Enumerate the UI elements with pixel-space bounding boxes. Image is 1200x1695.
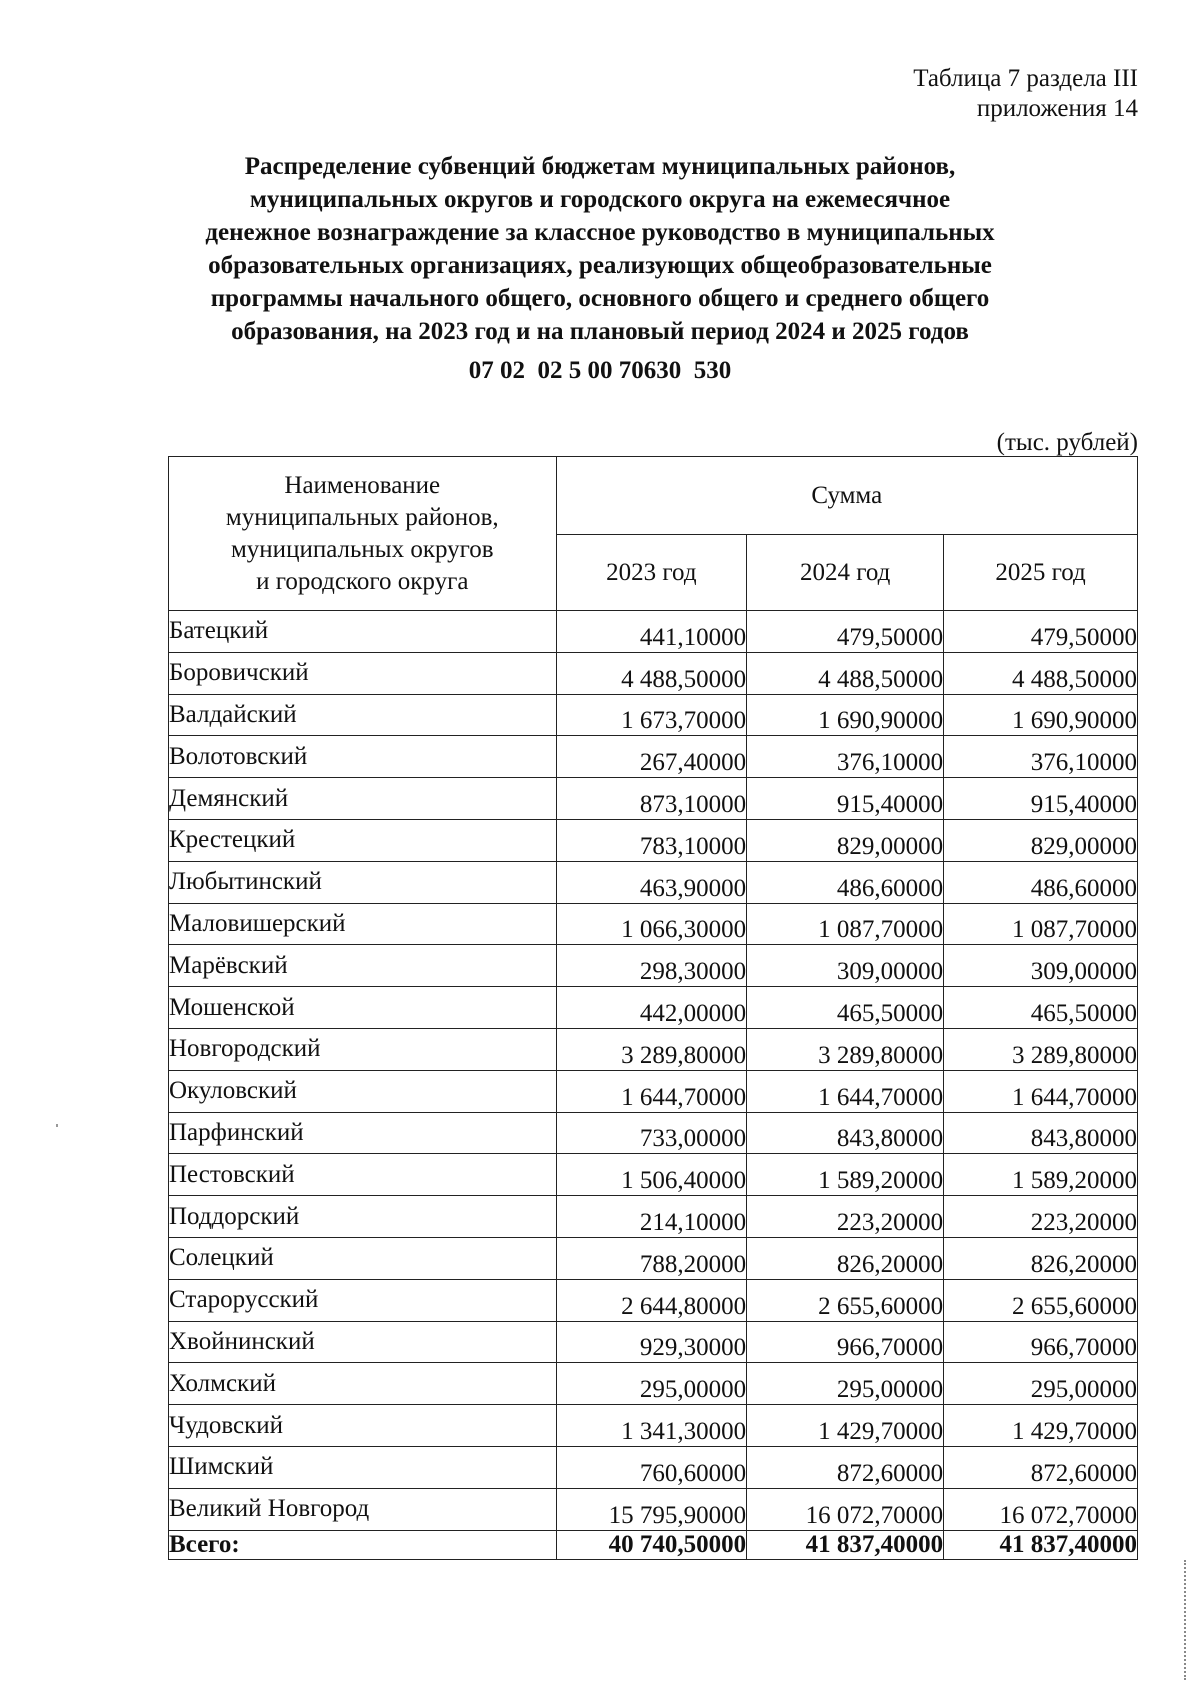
district-name-cell: Марёвский [169, 945, 557, 987]
total-label: Всего: [169, 1530, 557, 1559]
table-row [169, 1279, 1138, 1321]
total-2025: 41 837,40000 [944, 1530, 1138, 1559]
district-name-cell: Маловишерский [169, 903, 557, 945]
value-2024-cell: 1 690,90000 [747, 694, 944, 736]
header-year-2023: 2023 год [556, 535, 747, 611]
value-2023-cell: 2 644,80000 [556, 1279, 747, 1321]
title-line: муниципальных округов и городского округа на ежемесячное [249, 186, 951, 213]
value-2023-cell: 1 506,40000 [556, 1154, 747, 1196]
district-name-cell: Пестовский [169, 1154, 557, 1196]
district-name-cell: Шимский [169, 1446, 557, 1488]
value-2025-cell: 16 072,70000 [944, 1488, 1138, 1530]
value-2023-cell: 267,40000 [556, 736, 747, 778]
value-2025-cell: 966,70000 [944, 1321, 1138, 1363]
value-2025-cell: 309,00000 [944, 945, 1138, 987]
value-2023-cell: 783,10000 [556, 819, 747, 861]
scan-edge-mark [1184, 1560, 1188, 1680]
total-row [169, 1530, 1138, 1559]
value-2024-cell: 1 644,70000 [747, 1070, 944, 1112]
value-2023-cell: 788,20000 [556, 1237, 747, 1279]
table-reference-note [913, 64, 1138, 124]
value-2023-cell: 442,00000 [556, 987, 747, 1029]
value-2023-cell: 929,30000 [556, 1321, 747, 1363]
value-2025-cell: 1 429,70000 [944, 1405, 1138, 1447]
value-2025-cell: 376,10000 [944, 736, 1138, 778]
value-2024-cell: 465,50000 [747, 987, 944, 1029]
value-2023-cell: 463,90000 [556, 861, 747, 903]
value-2023-cell: 295,00000 [556, 1363, 747, 1405]
value-2023-cell: 298,30000 [556, 945, 747, 987]
value-2025-cell: 223,20000 [944, 1196, 1138, 1238]
value-2024-cell: 872,60000 [747, 1446, 944, 1488]
table-row [169, 819, 1138, 861]
district-name-cell: Парфинский [169, 1112, 557, 1154]
value-2024-cell: 479,50000 [747, 611, 944, 653]
district-name-cell: Окуловский [169, 1070, 557, 1112]
value-2025-cell: 2 655,60000 [944, 1279, 1138, 1321]
value-2025-cell: 826,20000 [944, 1237, 1138, 1279]
value-2023-cell: 733,00000 [556, 1112, 747, 1154]
value-2025-cell: 465,50000 [944, 987, 1138, 1029]
table-row [169, 1321, 1138, 1363]
value-2024-cell: 295,00000 [747, 1363, 944, 1405]
table-row [169, 1488, 1138, 1530]
value-2023-cell: 214,10000 [556, 1196, 747, 1238]
value-2024-cell: 2 655,60000 [747, 1279, 944, 1321]
units-note: (тыс. рублей) [996, 429, 1138, 456]
table-row [169, 1196, 1138, 1238]
district-name-cell: Батецкий [169, 611, 557, 653]
table-body [169, 611, 1138, 1531]
value-2024-cell: 3 289,80000 [747, 1028, 944, 1070]
table-row [169, 861, 1138, 903]
value-2023-cell: 15 795,90000 [556, 1488, 747, 1530]
table-row [169, 1028, 1138, 1070]
value-2024-cell: 966,70000 [747, 1321, 944, 1363]
table-row [169, 903, 1138, 945]
value-2025-cell: 829,00000 [944, 819, 1138, 861]
district-name-cell: Холмский [169, 1363, 557, 1405]
district-name-cell: Крестецкий [169, 819, 557, 861]
value-2025-cell: 872,60000 [944, 1446, 1138, 1488]
table-row [169, 945, 1138, 987]
value-2023-cell: 1 673,70000 [556, 694, 747, 736]
district-name-cell: Чудовский [169, 1405, 557, 1447]
district-name-cell: Великий Новгород [169, 1488, 557, 1530]
table-row [169, 778, 1138, 820]
header-sum-cell: Сумма [556, 457, 1137, 535]
value-2023-cell: 441,10000 [556, 611, 747, 653]
value-2023-cell: 1 644,70000 [556, 1070, 747, 1112]
header-year-2024: 2024 год [747, 535, 944, 611]
value-2024-cell: 16 072,70000 [747, 1488, 944, 1530]
table-row [169, 1405, 1138, 1447]
value-2024-cell: 1 429,70000 [747, 1405, 944, 1447]
value-2023-cell: 873,10000 [556, 778, 747, 820]
district-name-cell: Мошенской [169, 987, 557, 1029]
value-2024-cell: 309,00000 [747, 945, 944, 987]
district-name-cell: Старорусский [169, 1279, 557, 1321]
value-2025-cell: 915,40000 [944, 778, 1138, 820]
scan-speck [56, 1124, 58, 1127]
table-row [169, 987, 1138, 1029]
value-2024-cell: 843,80000 [747, 1112, 944, 1154]
table-row [169, 736, 1138, 778]
table-row [169, 652, 1138, 694]
value-2025-cell: 1 690,90000 [944, 694, 1138, 736]
title-line: денежное вознаграждение за классное руководство в муниципальных [205, 219, 995, 246]
value-2025-cell: 4 488,50000 [944, 652, 1138, 694]
table-row [169, 1112, 1138, 1154]
district-name-cell: Волотовский [169, 736, 557, 778]
table-reference-line-2: приложения 14 [976, 95, 1138, 122]
subvention-table [168, 456, 1138, 1560]
value-2025-cell: 479,50000 [944, 611, 1138, 653]
value-2025-cell: 1 087,70000 [944, 903, 1138, 945]
value-2023-cell: 1 066,30000 [556, 903, 747, 945]
value-2025-cell: 295,00000 [944, 1363, 1138, 1405]
header-name-line: Наименование [284, 471, 441, 499]
value-2024-cell: 376,10000 [747, 736, 944, 778]
value-2025-cell: 1 589,20000 [944, 1154, 1138, 1196]
table-row [169, 1363, 1138, 1405]
district-name-cell: Любытинский [169, 861, 557, 903]
district-name-cell: Боровичский [169, 652, 557, 694]
header-name-line: муниципальных районов, [225, 503, 499, 531]
table-row [169, 611, 1138, 653]
district-name-cell: Демянский [169, 778, 557, 820]
value-2024-cell: 1 087,70000 [747, 903, 944, 945]
title-line: программы начального общего, основного общего и среднего общего [210, 285, 990, 312]
value-2024-cell: 1 589,20000 [747, 1154, 944, 1196]
value-2023-cell: 1 341,30000 [556, 1405, 747, 1447]
value-2024-cell: 486,60000 [747, 861, 944, 903]
header-year-2025: 2025 год [944, 535, 1138, 611]
value-2024-cell: 829,00000 [747, 819, 944, 861]
header-name-line: муниципальных округов [230, 535, 494, 563]
total-2024: 41 837,40000 [747, 1530, 944, 1559]
district-name-cell: Поддорский [169, 1196, 557, 1238]
district-name-cell: Новгородский [169, 1028, 557, 1070]
value-2024-cell: 826,20000 [747, 1237, 944, 1279]
value-2023-cell: 3 289,80000 [556, 1028, 747, 1070]
table-row [169, 1070, 1138, 1112]
budget-classification-code: 07 02 02 5 00 70630 530 [468, 357, 732, 384]
district-name-cell: Валдайский [169, 694, 557, 736]
value-2025-cell: 843,80000 [944, 1112, 1138, 1154]
value-2024-cell: 223,20000 [747, 1196, 944, 1238]
header-name-cell [169, 457, 557, 611]
total-2023: 40 740,50000 [556, 1530, 747, 1559]
title-line: образовательных организациях, реализующих общеобразовательные [208, 252, 992, 279]
title-line: Распределение субвенций бюджетам муниципальных районов, [244, 153, 956, 180]
value-2024-cell: 4 488,50000 [747, 652, 944, 694]
value-2025-cell: 486,60000 [944, 861, 1138, 903]
district-name-cell: Хвойнинский [169, 1321, 557, 1363]
value-2023-cell: 4 488,50000 [556, 652, 747, 694]
table-row [169, 1154, 1138, 1196]
value-2025-cell: 3 289,80000 [944, 1028, 1138, 1070]
district-name-cell: Солецкий [169, 1237, 557, 1279]
header-name-line: и городского округа [256, 567, 469, 595]
value-2025-cell: 1 644,70000 [944, 1070, 1138, 1112]
title-line: образования, на 2023 год и на плановый период 2024 и 2025 годов [231, 318, 969, 345]
table-reference-line-1: Таблица 7 раздела III [913, 65, 1138, 92]
value-2024-cell: 915,40000 [747, 778, 944, 820]
table-row [169, 1237, 1138, 1279]
table-row [169, 1446, 1138, 1488]
value-2023-cell: 760,60000 [556, 1446, 747, 1488]
table-row [169, 694, 1138, 736]
document-title [150, 150, 1050, 348]
